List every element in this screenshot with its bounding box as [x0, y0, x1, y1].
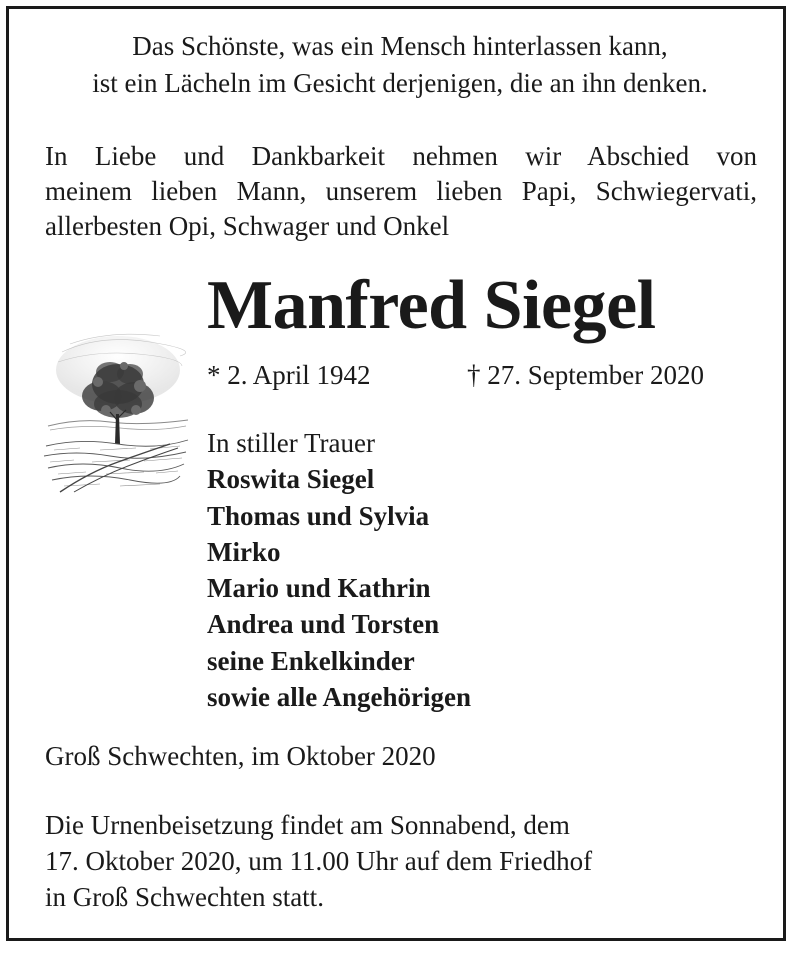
- intro-line-2: meinem lieben Mann, unserem lieben Papi, Schwiegervati,: [45, 176, 757, 206]
- intro-line-3: allerbesten Opi, Schwager und Onkel: [45, 211, 450, 241]
- mourners-list: [207, 425, 471, 715]
- mourner-name: Roswita Siegel: [207, 464, 375, 495]
- mourner-name: Thomas und Sylvia: [207, 500, 430, 531]
- motto-line-2: ist ein Lächeln im Gesicht derjenigen, die an ihn denken.: [92, 68, 708, 98]
- funeral-notice: [45, 807, 592, 915]
- intro-line-1: In Liebe und Dankbarkeit nehmen wir Abschied von: [45, 141, 757, 171]
- funeral-line-1: Die Urnenbeisetzung findet am Sonnabend, dem: [45, 810, 570, 840]
- deceased-name: Manfred Siegel: [207, 267, 656, 344]
- death-date: † 27. September 2020: [467, 360, 704, 390]
- mourner-name: Mario und Kathrin: [207, 573, 431, 604]
- intro-text: [45, 139, 757, 244]
- tree-landscape-sketch-icon: [40, 322, 190, 494]
- place-and-date: Groß Schwechten, im Oktober 2020: [45, 741, 436, 771]
- motto-quote: [0, 28, 800, 102]
- mourner-name: seine Enkelkinder: [207, 645, 415, 676]
- funeral-line-2: 17. Oktober 2020, um 11.00 Uhr auf dem Friedhof: [45, 846, 593, 876]
- motto-line-1: Das Schönste, was ein Mensch hinterlassen kann,: [132, 31, 668, 61]
- birth-date: * 2. April 1942: [207, 360, 371, 390]
- mourner-name: sowie alle Angehörigen: [207, 682, 471, 713]
- funeral-line-3: in Groß Schwechten statt.: [45, 882, 324, 912]
- mourner-name: Andrea und Torsten: [207, 609, 440, 640]
- mourner-name: Mirko: [207, 536, 281, 567]
- mourners-heading: In stiller Trauer: [207, 428, 375, 458]
